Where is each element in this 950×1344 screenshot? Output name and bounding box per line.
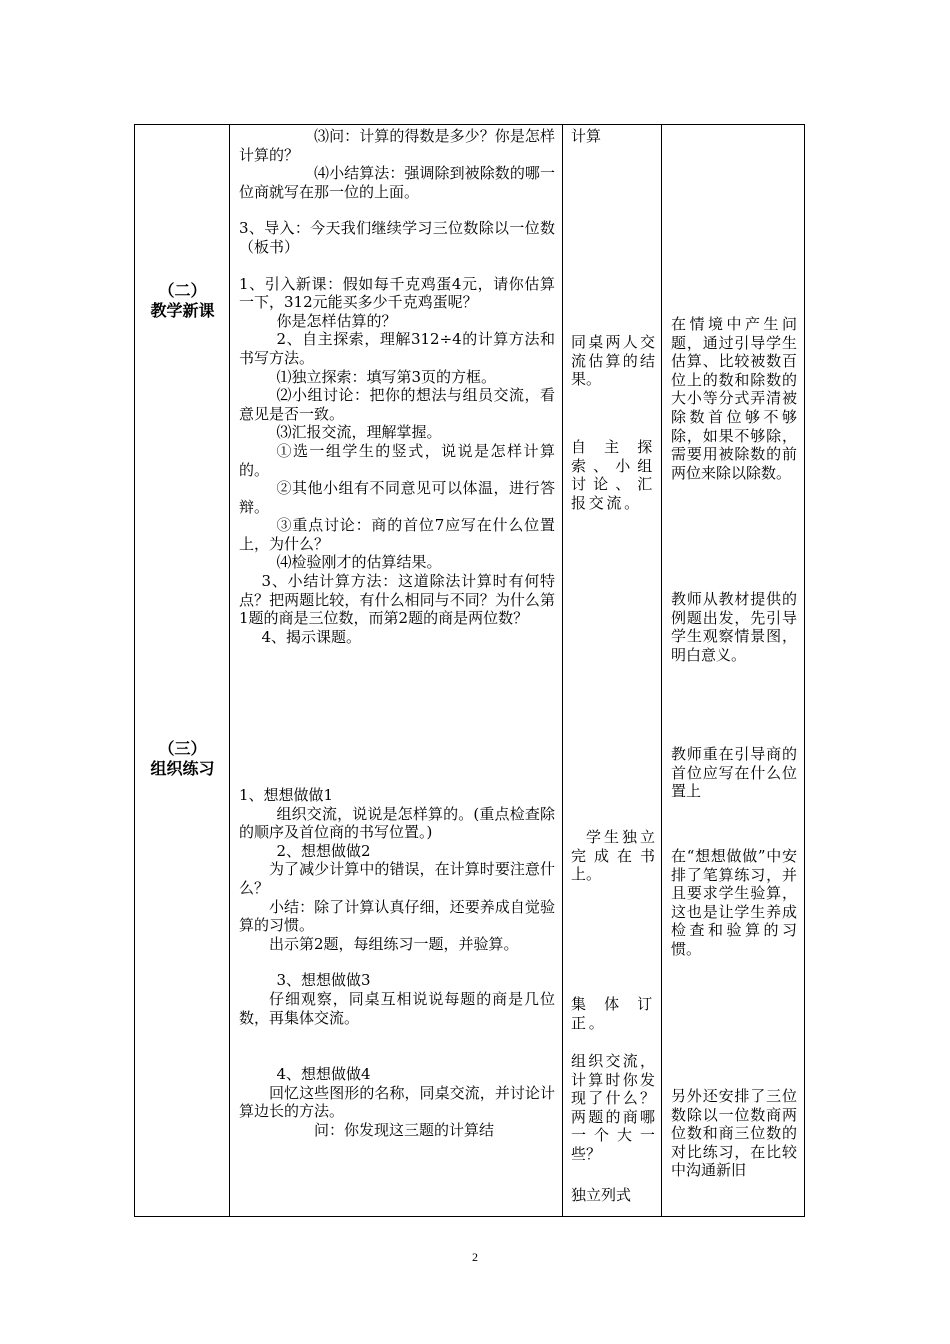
design-intent: 在情境中产生问题，通过引导学生估算、比较被数百位上的数和除数的大小等分式弄清被除数首位够不够除，如果不够除，需要用被除数的前两位来除以除数。	[671, 315, 797, 482]
teacher-paragraph: 4、想想做做4	[276, 1065, 371, 1084]
teacher-paragraph: 为了减少计算中的错误，在计算时要注意什么？	[239, 860, 555, 897]
teacher-paragraph: 1、引入新课：假如每千克鸡蛋4元，请你估算一下，312元能买多少千克鸡蛋呢？	[239, 274, 555, 312]
column-divider	[562, 125, 563, 1216]
teacher-paragraph: ②其他小组有不同意见可以体温，进行答辩。	[239, 479, 555, 516]
teacher-activity-block	[239, 127, 555, 646]
teacher-paragraph: ⑶汇报交流，理解掌握。	[276, 423, 442, 442]
student-activity: 组织交流，计算时你发现了什么？两题的商哪一个大一些？	[571, 1052, 655, 1163]
teacher-paragraph: 你是怎样估算的？	[276, 311, 397, 330]
teacher-activity-block	[239, 786, 555, 1140]
lesson-plan-table	[134, 124, 805, 1217]
design-intent: 另外还安排了三位数除以一位数商两位数和商三位数的对比练习，在比较中沟通新旧	[671, 1087, 797, 1180]
teacher-paragraph: ①选一组学生的竖式，说说是怎样计算的。	[239, 441, 555, 479]
teacher-paragraph: 仔细观察，同桌互相说说每题的商是几位数，再集体交流。	[239, 989, 555, 1027]
design-intent: 在“想想做做”中安排了笔算练习，并且要求学生验算，这也是让学生养成检查和验算的习惯。	[671, 847, 797, 958]
column-divider	[661, 125, 662, 1216]
teacher-paragraph: 3、导入：今天我们继续学习三位数除以一位数（板书）	[239, 219, 555, 256]
design-intent: 教师重在引导商的首位应写在什么位置上	[671, 745, 797, 801]
section-heading-new-lesson	[135, 281, 230, 321]
teacher-paragraph: 回忆这些图形的名称，同桌交流，并讨论计算边长的方法。	[239, 1083, 555, 1121]
teacher-paragraph: 3、想想做做3	[276, 971, 371, 990]
section-number: （二）	[158, 281, 207, 300]
design-intent: 教师从教材提供的例题出发，先引导学生观察情景图，明白意义。	[671, 590, 797, 664]
teacher-paragraph: ⑵小组讨论：把你的想法与组员交流，看意见是否一致。	[239, 386, 555, 423]
teacher-paragraph: ⑷检验刚才的估算结果。	[276, 553, 442, 572]
teacher-paragraph: 2、自主探索，理解312÷4的计算方法和书写方法。	[239, 330, 555, 367]
teacher-paragraph: 出示第2题，每组练习一题，并验算。	[269, 934, 519, 953]
teacher-paragraph: 4、揭示课题。	[261, 627, 362, 646]
section-heading-practice	[135, 739, 230, 779]
teacher-paragraph: 小结：除了计算认真仔细，还要养成自觉验算的习惯。	[239, 897, 555, 935]
student-activity: 自主探索、小组讨论、汇报交流。	[571, 438, 655, 512]
page-number: 2	[472, 1250, 478, 1264]
teacher-paragraph: 2、想想做做2	[276, 841, 371, 860]
teacher-paragraph: ⑷小结算法：强调除到被除数的哪一位商就写在那一位的上面。	[239, 164, 555, 201]
section-number: （三）	[158, 739, 207, 758]
teacher-paragraph: 1、想想做做1	[239, 786, 334, 804]
teacher-paragraph: ③重点讨论：商的首位7应写在什么位置上，为什么？	[239, 516, 555, 553]
teacher-paragraph: 组织交流，说说是怎样算的。(重点检查除的顺序及首位商的书写位置。)	[239, 804, 555, 842]
teacher-paragraph: ⑴独立探索：填写第3页的方框。	[276, 367, 497, 386]
student-activity: 学生独立完成在书上。	[571, 828, 655, 884]
student-activity: 同桌两人交流估算的结果。	[571, 333, 655, 389]
teacher-paragraph: 3、小结计算方法：这道除法计算时有何特点？把两题比较，有什么相同与不同？为什么第1题的商是三位数，而第2题的商是两位数？	[239, 572, 555, 628]
section-title: 组织练习	[150, 759, 215, 778]
student-activity: 计算	[571, 127, 602, 145]
teacher-paragraph: ⑶问：计算的得数是多少？你是怎样计算的？	[239, 127, 555, 164]
section-title: 教学新课	[150, 301, 215, 320]
student-activity: 集体订正。	[571, 995, 655, 1032]
teacher-paragraph: 问：你发现这三题的计算结	[314, 1120, 495, 1139]
student-activity: 独立列式	[571, 1186, 632, 1204]
